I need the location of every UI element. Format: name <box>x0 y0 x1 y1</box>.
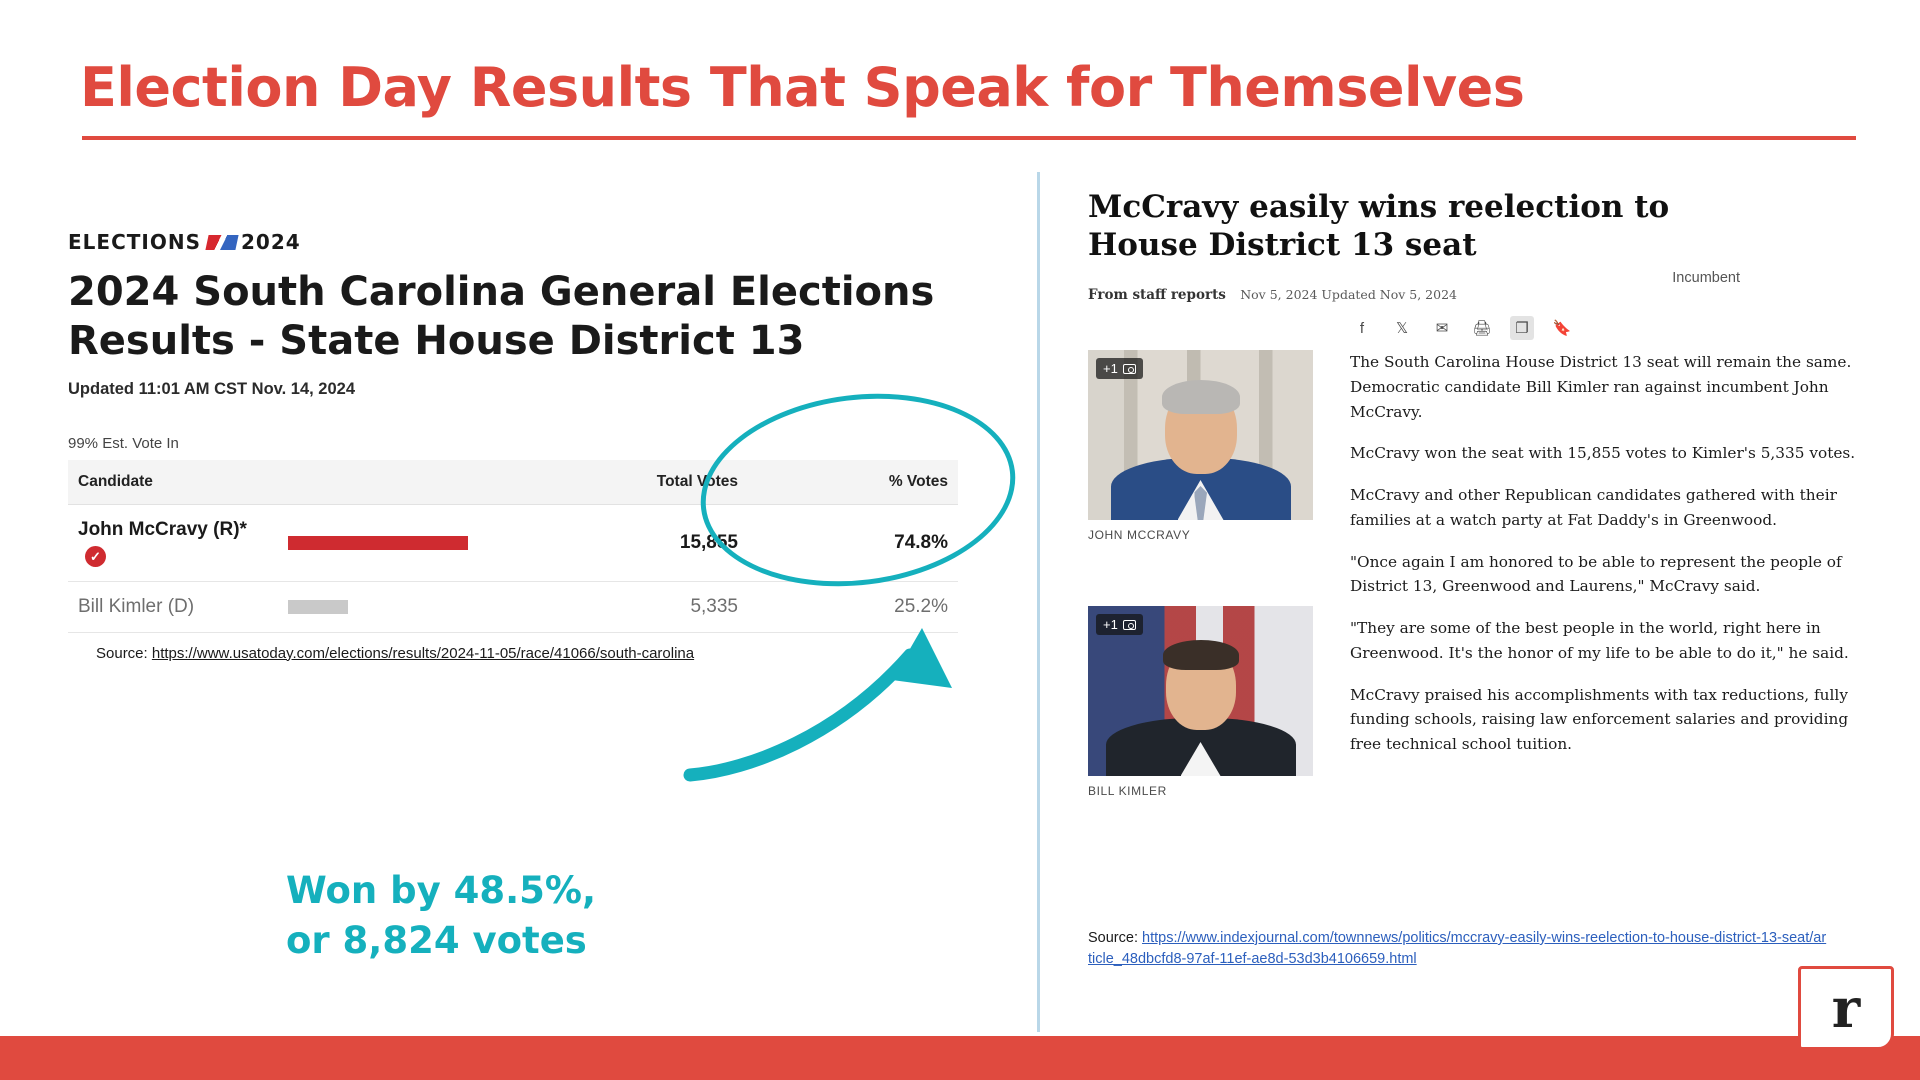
table-row <box>68 504 958 581</box>
portrait-hair <box>1163 640 1239 670</box>
article-paragraph: McCravy praised his accomplishments with tax reductions, fully funding schools, raising law enforcement salaries and providing free technical school tuition. <box>1350 685 1849 754</box>
article-byline <box>1088 287 1860 303</box>
photo-caption: JOHN MCCRAVY <box>1088 528 1191 542</box>
left-source-line <box>96 645 998 662</box>
column-candidate: Candidate <box>68 460 278 505</box>
total-votes-value: 15,855 <box>538 504 748 581</box>
left-source-label: Source: <box>96 644 148 662</box>
company-logo <box>1798 966 1894 1050</box>
total-votes-value: 5,335 <box>538 581 748 632</box>
right-source-link[interactable]: https://www.indexjournal.com/townnews/politics/mccravy-easily-wins-reelection-to-house-district-13-seat/article_48dbcfd8-97af-11ef-ae8d-53d3b4106659.html <box>1088 930 1827 968</box>
column-pct-votes: % Votes <box>748 460 958 505</box>
article-headline: McCravy easily wins reelection to House District 13 seat <box>1088 189 1670 264</box>
footer-bar <box>0 1036 1920 1080</box>
news-article-panel <box>1088 188 1860 968</box>
pct-votes-value: 25.2% <box>748 581 958 632</box>
article-paragraph: The South Carolina House District 13 seat will remain the same. Democratic candidate Bill Kimler ran against incumbent John McCravy. <box>1350 353 1852 421</box>
facebook-icon[interactable]: f <box>1359 319 1365 337</box>
title-underline <box>82 136 1856 140</box>
est-vote-in: 99% Est. Vote In <box>68 434 179 452</box>
candidate-name-text: John McCravy (R)* <box>78 518 247 540</box>
page-title: Election Day Results That Speak for Themselves <box>80 56 1525 119</box>
email-icon[interactable]: ✉ <box>1435 320 1449 337</box>
article-paragraph: McCravy and other Republican candidates gathered with their families at a watch party at Fat Daddy's in Greenwood. <box>1350 486 1837 529</box>
column-bar <box>278 460 538 505</box>
photo-frame[interactable] <box>1088 606 1313 776</box>
article-body <box>1350 350 1860 774</box>
elections-brand-year: 2024 <box>240 230 301 254</box>
election-results-panel <box>68 230 998 662</box>
elections-brand-logo <box>68 230 998 254</box>
vote-bar <box>288 600 348 614</box>
photo-block-mccravy <box>1088 350 1313 542</box>
right-source-label: Source: <box>1088 930 1138 946</box>
vote-bar-cell <box>278 504 538 581</box>
results-headline: 2024 South Carolina General Elections Results - State House District 13 <box>68 269 935 364</box>
logo-letter: r <box>1831 976 1861 1040</box>
camera-icon <box>1123 364 1136 374</box>
share-toolbar <box>1350 316 1574 340</box>
right-source-line <box>1088 928 1828 970</box>
photo-block-kimler <box>1088 606 1313 798</box>
article-paragraph: McCravy won the seat with 15,855 votes to Kimler's 5,335 votes. <box>1350 444 1856 463</box>
photo-count-text: +1 <box>1103 361 1118 376</box>
vote-bar <box>288 536 468 550</box>
camera-icon <box>1123 620 1136 630</box>
photo-frame[interactable] <box>1088 350 1313 520</box>
pct-votes-value: 74.8% <box>748 504 958 581</box>
photo-count-badge[interactable] <box>1096 358 1143 379</box>
photo-caption: BILL KIMLER <box>1088 784 1167 798</box>
bookmark-icon[interactable]: 🔖 <box>1552 320 1572 337</box>
table-row <box>68 581 958 632</box>
column-total-votes: Total Votes <box>538 460 748 505</box>
flag-icon <box>205 235 238 250</box>
left-source-link[interactable]: https://www.usatoday.com/elections/results/2024-11-05/race/41066/south-carolina <box>151 644 695 662</box>
table-header-row <box>68 460 958 505</box>
photo-count-text: +1 <box>1103 617 1118 632</box>
incumbent-label: Incumbent <box>1672 270 1740 286</box>
byline-dates: Nov 5, 2024 Updated Nov 5, 2024 <box>1240 286 1457 302</box>
portrait-hair <box>1162 380 1240 414</box>
won-by-line-1: Won by 48.5%, <box>286 869 597 912</box>
results-updated-timestamp: Updated 11:01 AM CST Nov. 14, 2024 <box>68 379 356 398</box>
won-by-line-2: or 8,824 votes <box>286 918 587 962</box>
won-by-annotation <box>286 866 596 966</box>
elections-brand-word: ELECTIONS <box>68 230 201 254</box>
photo-count-badge[interactable] <box>1096 614 1143 635</box>
print-icon[interactable]: 🖨 <box>1472 320 1492 337</box>
vote-bar-cell <box>278 581 538 632</box>
candidate-name: Bill Kimler (D) <box>68 581 278 632</box>
article-paragraph: "Once again I am honored to be able to represent the people of District 13, Greenwood and Laurens," McCravy said. <box>1350 552 1842 596</box>
candidate-name <box>68 504 278 581</box>
x-twitter-icon[interactable]: 𝕏 <box>1395 320 1409 337</box>
panel-divider <box>1037 172 1040 1032</box>
winner-check-icon: ✓ <box>85 546 106 567</box>
article-paragraph: "They are some of the best people in the world, right here in Greenwood. It's the honor of my life to be able to do it," he said. <box>1350 619 1849 662</box>
copy-link-icon[interactable]: ❐ <box>1510 316 1534 340</box>
byline-author: From staff reports <box>1088 286 1226 303</box>
results-table <box>68 460 958 633</box>
